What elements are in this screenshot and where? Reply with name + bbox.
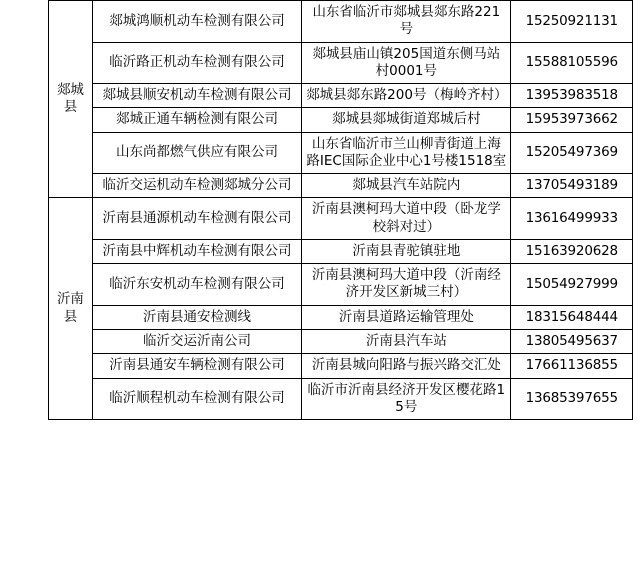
table-row bbox=[49, 132, 633, 174]
address-cell: 郯城县庙山镇205国道东侧马站村0001号 bbox=[302, 42, 511, 84]
address-cell: 山东省临沂市兰山柳青街道上海路IEC国际企业中心1号楼1518室 bbox=[302, 132, 511, 174]
table-body bbox=[49, 1, 633, 420]
region-cell: 沂南县 bbox=[49, 198, 93, 420]
address-cell: 郯城县郯城街道郑城后村 bbox=[302, 108, 511, 132]
phone-cell: 13705493189 bbox=[511, 174, 633, 198]
phone-cell: 15250921131 bbox=[511, 1, 633, 43]
phone-cell: 13616499933 bbox=[511, 198, 633, 240]
phone-cell: 15205497369 bbox=[511, 132, 633, 174]
agency-name-cell: 沂南县通源机动车检测有限公司 bbox=[92, 198, 301, 240]
inspection-agency-table bbox=[48, 0, 633, 420]
table-row bbox=[49, 174, 633, 198]
agency-name-cell: 临沂东安机动车检测有限公司 bbox=[92, 264, 301, 306]
address-cell: 临沂市沂南县经济开发区樱花路15号 bbox=[302, 378, 511, 420]
table-row bbox=[49, 1, 633, 43]
agency-name-cell: 沂南县中辉机动车检测有限公司 bbox=[92, 239, 301, 263]
address-cell: 山东省临沂市郯城县郯东路221号 bbox=[302, 1, 511, 43]
address-cell: 沂南县青驼镇驻地 bbox=[302, 239, 511, 263]
phone-cell: 13805495637 bbox=[511, 329, 633, 353]
table-row bbox=[49, 305, 633, 329]
left-margin bbox=[0, 0, 47, 585]
address-cell: 沂南县道路运输管理处 bbox=[302, 305, 511, 329]
agency-name-cell: 临沂交运沂南公司 bbox=[92, 329, 301, 353]
agency-name-cell: 郯城鸿顺机动车检测有限公司 bbox=[92, 1, 301, 43]
table-row bbox=[49, 108, 633, 132]
address-cell: 沂南县城向阳路与振兴路交汇处 bbox=[302, 354, 511, 378]
address-cell: 沂南县汽车站 bbox=[302, 329, 511, 353]
table-row bbox=[49, 264, 633, 306]
phone-cell: 18315648444 bbox=[511, 305, 633, 329]
phone-cell: 15054927999 bbox=[511, 264, 633, 306]
table-row bbox=[49, 378, 633, 420]
agency-name-cell: 郯城县顺安机动车检测有限公司 bbox=[92, 84, 301, 108]
phone-cell: 17661136855 bbox=[511, 354, 633, 378]
address-cell: 沂南县澳柯玛大道中段（卧龙学校斜对过） bbox=[302, 198, 511, 240]
agency-name-cell: 山东尚都燃气供应有限公司 bbox=[92, 132, 301, 174]
agency-name-cell: 沂南县通安检测线 bbox=[92, 305, 301, 329]
address-cell: 沂南县澳柯玛大道中段（沂南经济开发区新城三村） bbox=[302, 264, 511, 306]
table-row bbox=[49, 198, 633, 240]
phone-cell: 15953973662 bbox=[511, 108, 633, 132]
agency-name-cell: 临沂顺程机动车检测有限公司 bbox=[92, 378, 301, 420]
table-row bbox=[49, 329, 633, 353]
table-row bbox=[49, 42, 633, 84]
address-cell: 郯城县郯东路200号（梅岭齐村） bbox=[302, 84, 511, 108]
address-cell: 郯城县汽车站院内 bbox=[302, 174, 511, 198]
agency-name-cell: 沂南县通安车辆检测有限公司 bbox=[92, 354, 301, 378]
phone-cell: 15163920628 bbox=[511, 239, 633, 263]
agency-name-cell: 临沂路正机动车检测有限公司 bbox=[92, 42, 301, 84]
table-row bbox=[49, 239, 633, 263]
phone-cell: 13953983518 bbox=[511, 84, 633, 108]
agency-name-cell: 临沂交运机动车检测郯城分公司 bbox=[92, 174, 301, 198]
phone-cell: 15588105596 bbox=[511, 42, 633, 84]
table-row bbox=[49, 84, 633, 108]
region-cell: 郯城县 bbox=[49, 1, 93, 198]
table-row bbox=[49, 354, 633, 378]
agency-name-cell: 郯城正通车辆检测有限公司 bbox=[92, 108, 301, 132]
phone-cell: 13685397655 bbox=[511, 378, 633, 420]
